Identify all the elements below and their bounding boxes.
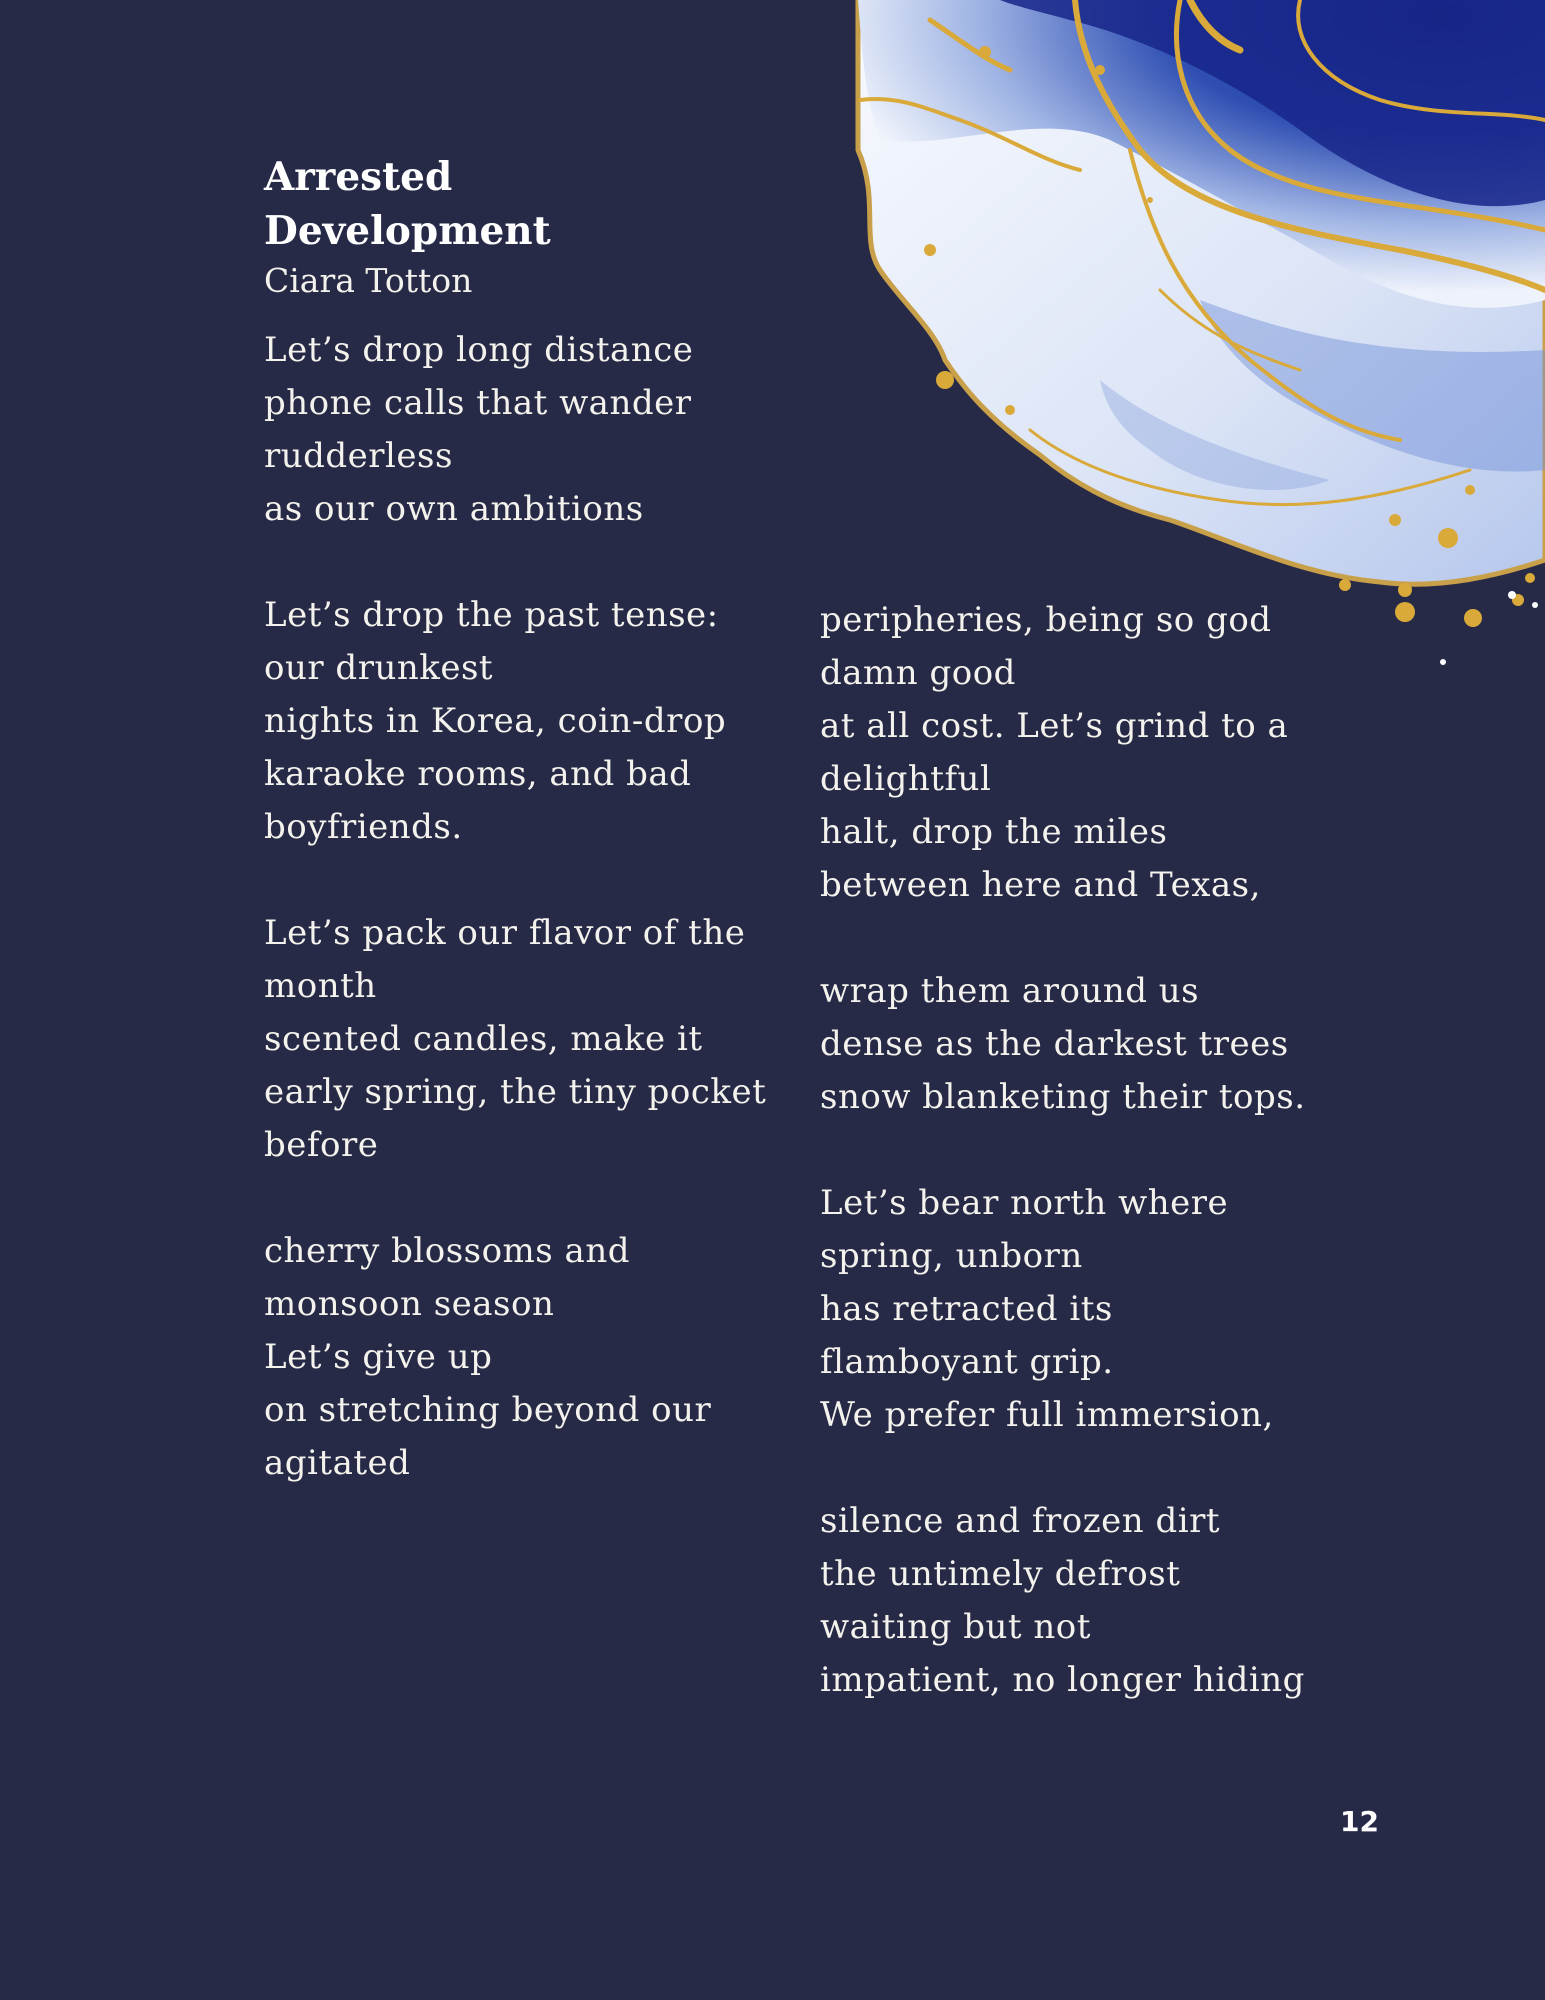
poem-line: before bbox=[264, 1125, 379, 1165]
poem-title-line-1: Arrested bbox=[264, 154, 453, 200]
poem-line: Let’s drop long distance bbox=[264, 330, 694, 370]
poem-line: monsoon season bbox=[264, 1284, 555, 1324]
poem-line: delightful bbox=[820, 759, 992, 799]
poem-line: between here and Texas, bbox=[820, 865, 1261, 905]
poem-line: Let’s bear north where bbox=[820, 1183, 1229, 1223]
poem-line: rudderless bbox=[264, 436, 453, 476]
poem-line: flamboyant grip. bbox=[820, 1342, 1114, 1382]
poem-line: the untimely defrost bbox=[820, 1554, 1181, 1594]
stanza bbox=[820, 1495, 1380, 1707]
poem-line: our drunkest bbox=[264, 648, 494, 688]
poem-line: on stretching beyond our bbox=[264, 1390, 712, 1430]
poem-author: Ciara Totton bbox=[264, 261, 473, 300]
poem-line: as our own ambitions bbox=[264, 489, 644, 529]
poem-line: Let’s give up bbox=[264, 1337, 493, 1377]
poem-line: wrap them around us bbox=[820, 971, 1200, 1011]
poem-line: has retracted its bbox=[820, 1289, 1113, 1329]
poem-line: early spring, the tiny pocket bbox=[264, 1072, 767, 1112]
stanza bbox=[820, 965, 1380, 1124]
poem-line: boyfriends. bbox=[264, 807, 463, 847]
stanza bbox=[820, 594, 1380, 912]
poem-line: waiting but not bbox=[820, 1607, 1091, 1647]
stanza bbox=[264, 589, 824, 854]
poem-line: phone calls that wander bbox=[264, 383, 692, 423]
poem-right-column bbox=[820, 594, 1380, 1760]
poem-line: agitated bbox=[264, 1443, 411, 1483]
stanza bbox=[820, 1177, 1380, 1442]
poem-line: We prefer full immersion, bbox=[820, 1395, 1274, 1435]
poem-line: at all cost. Let’s grind to a bbox=[820, 706, 1289, 746]
poem-title-line-2: Development bbox=[264, 208, 551, 254]
poem-line: peripheries, being so god bbox=[820, 600, 1272, 640]
poem-line: Let’s drop the past tense: bbox=[264, 595, 719, 635]
poem-line: scented candles, make it bbox=[264, 1019, 703, 1059]
poem-line: damn good bbox=[820, 653, 1016, 693]
poem-line: spring, unborn bbox=[820, 1236, 1083, 1276]
stanza bbox=[264, 907, 824, 1172]
page-number: 12 bbox=[1340, 1805, 1379, 1838]
poem-line: halt, drop the miles bbox=[820, 812, 1168, 852]
poem-line: snow blanketing their tops. bbox=[820, 1077, 1306, 1117]
stanza bbox=[264, 324, 824, 536]
poem-line: Let’s pack our flavor of the bbox=[264, 913, 746, 953]
poem-line: month bbox=[264, 966, 377, 1006]
poem-line: cherry blossoms and bbox=[264, 1231, 630, 1271]
poem-line: silence and frozen dirt bbox=[820, 1501, 1221, 1541]
poem-line: dense as the darkest trees bbox=[820, 1024, 1289, 1064]
poem-line: karaoke rooms, and bad bbox=[264, 754, 692, 794]
poem-line: nights in Korea, coin-drop bbox=[264, 701, 727, 741]
poem-title bbox=[264, 150, 644, 258]
stanza bbox=[264, 1225, 824, 1490]
poem-line: impatient, no longer hiding bbox=[820, 1660, 1305, 1700]
poem-left-column bbox=[264, 324, 824, 1543]
